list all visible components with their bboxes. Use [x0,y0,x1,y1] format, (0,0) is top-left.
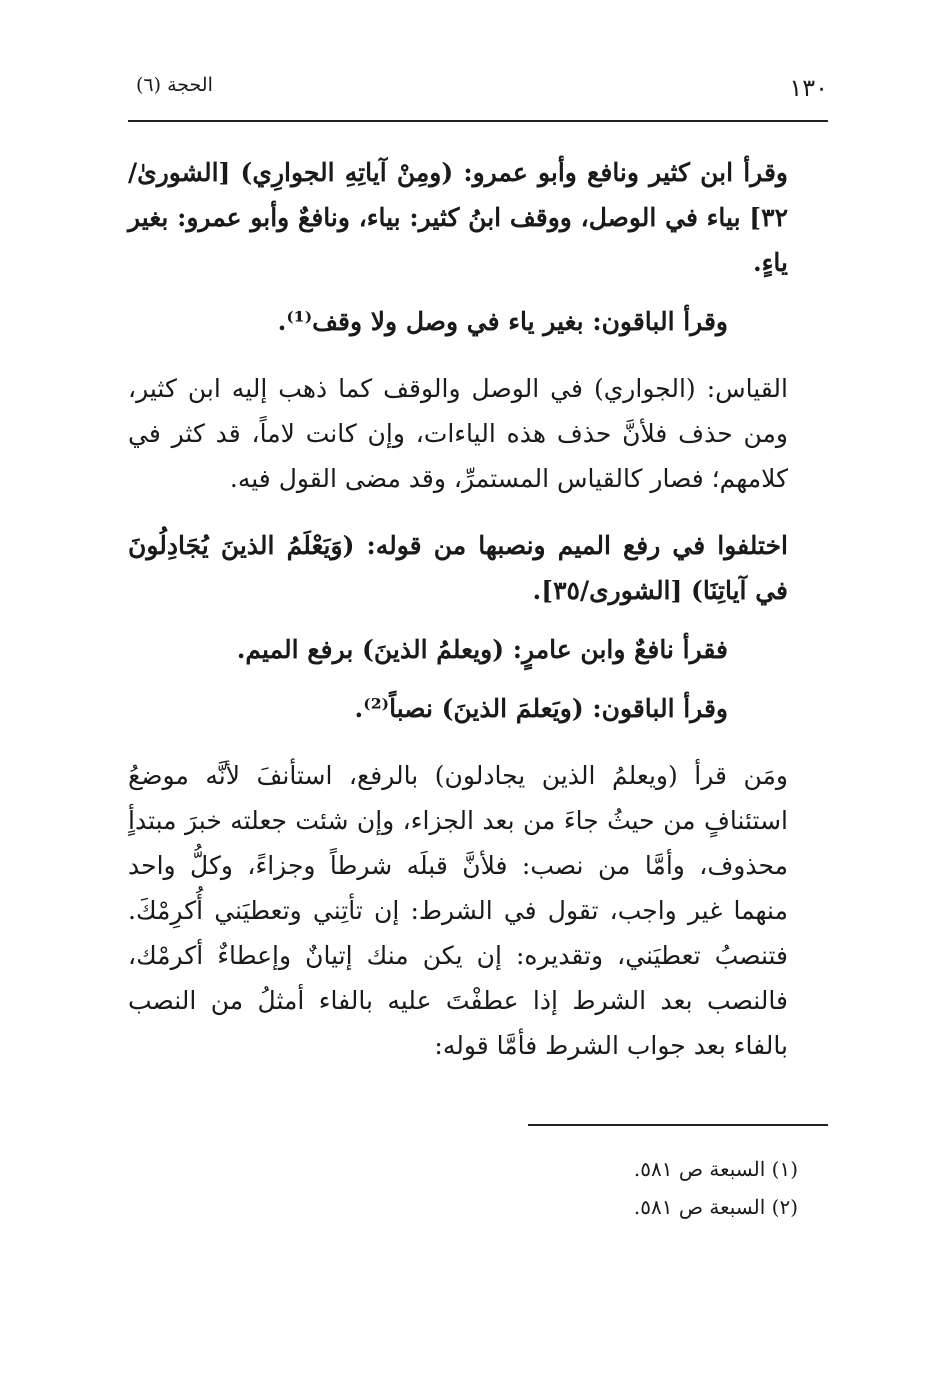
footnote-2: (٢) السبعة ص ٥٨١. [633,1195,798,1219]
footnotes [128,1150,828,1226]
footnote-1: (١) السبعة ص ٥٨١. [633,1157,798,1181]
reading-paragraph-4: فقرأ نافعٌ وابن عامرٍ: (ويعلمُ الذينَ) برفع الميم. [236,635,728,664]
page-header [128,66,828,106]
commentary-paragraph-1: القياس: (الجواري) في الوصل والوقف كما ذهب إليه ابن كثير، ومن حذف فلأنَّ حذف هذه الياءات، وإن كانت لاماً، قد كثر في كلامهم؛ فصار كالقياس المستمرِّ، وقد مضى القول فيه. [128,374,788,493]
reading-paragraph-5: وقرأ الباقون: (ويَعلمَ الذينَ) نصباً⁽²⁾. [354,694,728,723]
reading-paragraph-1: وقرأ ابن كثير ونافع وأبو عمرو: (ومِنْ آياتِهِ الجوارِي) [الشورىٰ/٣٢] بياء في الوصل، ووقف ابنُ كثير: بياء، ونافعٌ وأبو عمرو: بغير ياءٍ. [128,158,788,277]
footnote-rule [528,1124,828,1126]
running-title: الحجة (٦) [136,74,213,96]
page-number: ١٣٠ [789,74,828,102]
main-text [128,150,828,1068]
reading-paragraph-2: وقرأ الباقون: بغير ياء في وصل ولا وقف⁽¹⁾. [277,307,728,336]
reading-paragraph-3: اختلفوا في رفع الميم ونصبها من قوله: (وَيَعْلَمُ الذينَ يُجَادِلُونَ في آياتِنَا) [الشورى/٣٥]. [128,531,788,605]
header-rule [128,120,828,122]
commentary-paragraph-2: ومَن قرأ (ويعلمُ الذين يجادلون) بالرفع، استأنفَ لأنَّه موضعُ استئنافٍ من حيثُ جاءَ من بعد الجزاء، وإن شئت جعلته خبرَ مبتدأٍ محذوف، وأمَّا من نصب: فلأنَّ قبلَه شرطاً وجزاءً، وكلُّ واحد منهما غير واجب، تقول في الشرط: إن تأتِني وتعطيَني أُكرِمْكَ. فتنصبُ تعطيَني، وتقديره: إن يكن منك إتيانٌ وإعطاءٌ أكرمْك، فالنصب بعد الشرط إذا عطفْتَ عليه بالفاء أمثلُ من النصب بالفاء بعد جواب الشرط فأمَّا قوله: [128,761,788,1060]
